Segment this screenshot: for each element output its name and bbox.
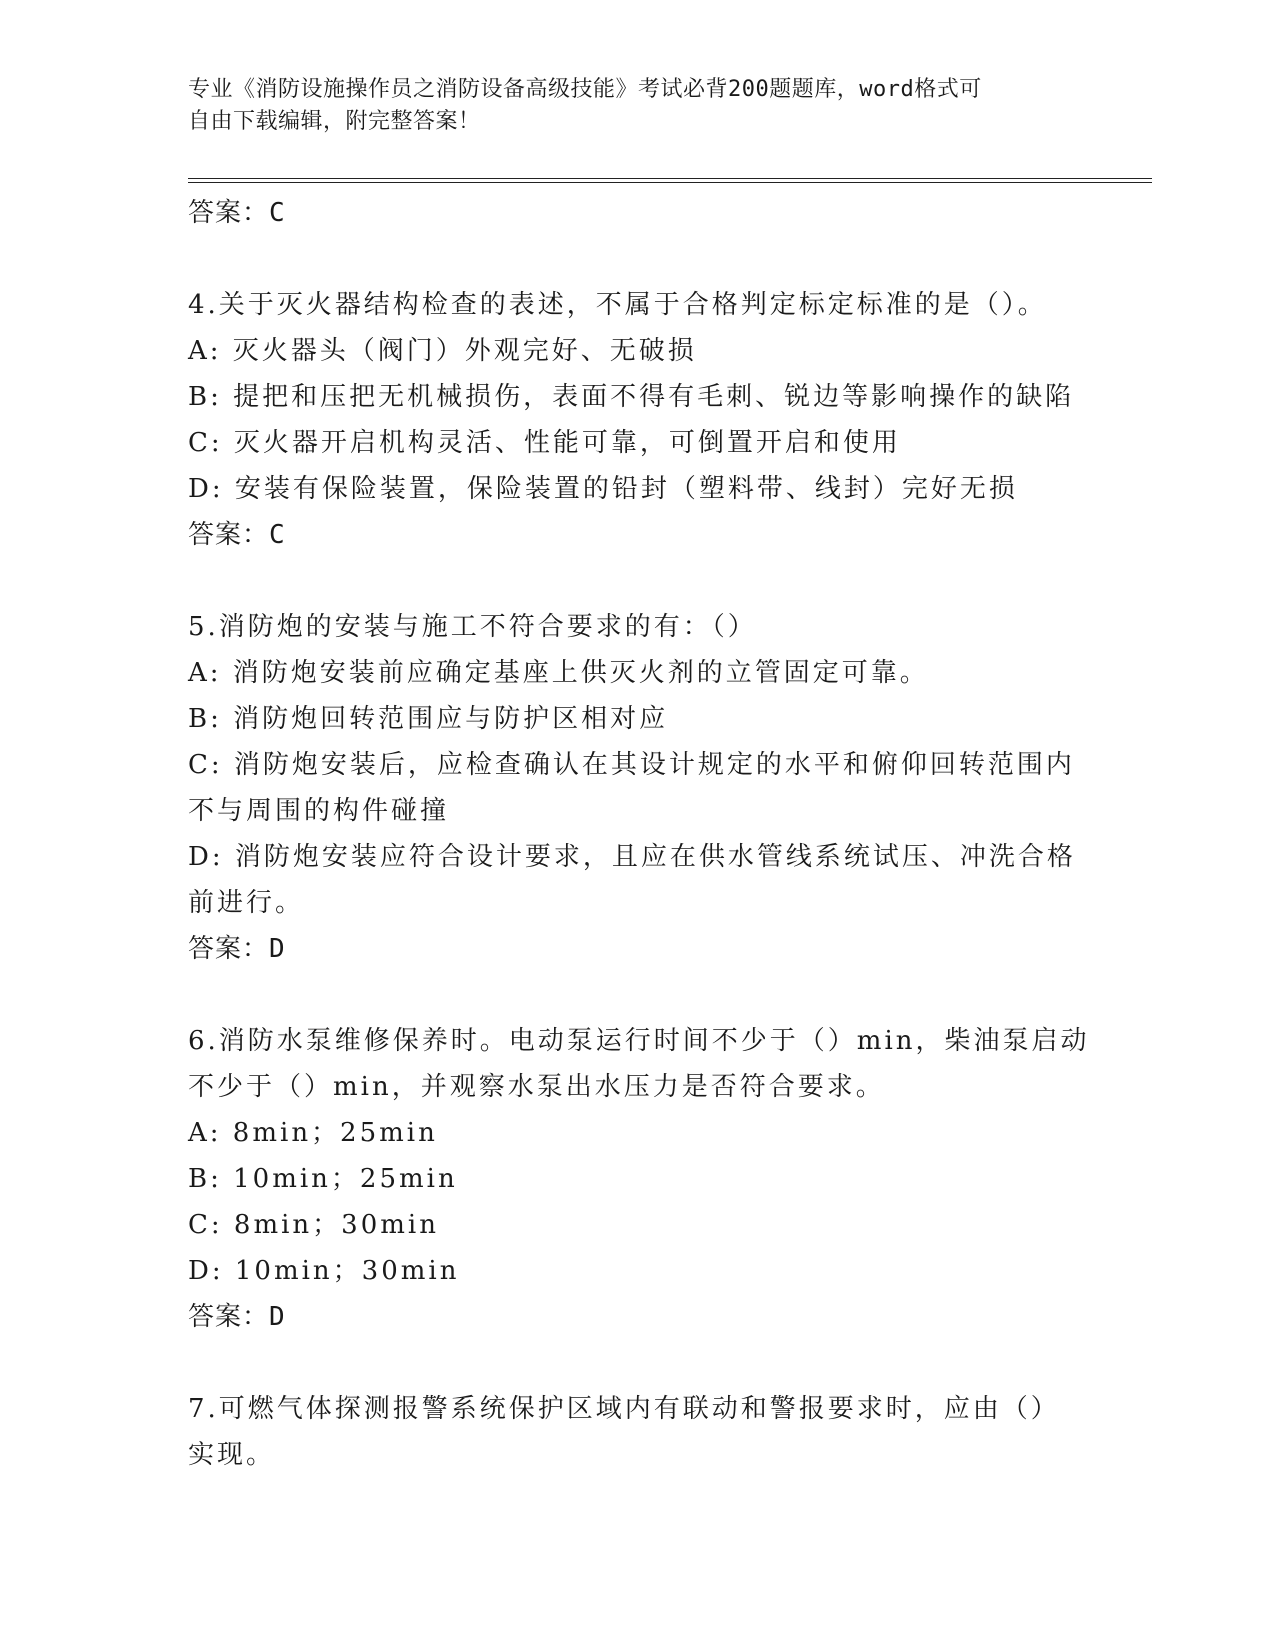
option-c: C: 消防炮安装后，应检查确认在其设计规定的水平和俯仰回转范围内 xyxy=(188,750,1075,780)
answer-previous: 答案：C xyxy=(188,198,286,228)
question-stem: 5.消防炮的安装与施工不符合要求的有：（） xyxy=(188,612,757,642)
option-c: C: 8min；30min xyxy=(188,1210,439,1240)
answer: 答案：D xyxy=(188,934,286,964)
spacer xyxy=(188,558,1108,604)
header-line-1: 专业《消防设施操作员之消防设备高级技能》考试必背200题题库，word格式可 xyxy=(188,77,982,102)
answer: 答案：C xyxy=(188,520,286,550)
option-a: A: 消防炮安装前应确定基座上供灭火剂的立管固定可靠。 xyxy=(188,658,929,688)
answer: 答案：D xyxy=(188,1302,286,1332)
option-b: B: 提把和压把无机械损伤，表面不得有毛刺、锐边等影响操作的缺陷 xyxy=(188,382,1075,412)
spacer xyxy=(188,1340,1108,1386)
question-stem: 4.关于灭火器结构检查的表述，不属于合格判定标定标准的是（）。 xyxy=(188,290,1047,320)
option-d: D: 10min；30min xyxy=(188,1256,460,1286)
question-stem-continued: 不少于（）min，并观察水泵出水压力是否符合要求。 xyxy=(188,1072,885,1102)
option-a: A: 8min；25min xyxy=(188,1118,438,1148)
header-divider xyxy=(188,178,1152,183)
spacer xyxy=(188,236,1108,282)
spacer xyxy=(188,972,1108,1018)
question-stem: 7.可燃气体探测报警系统保护区域内有联动和警报要求时，应由（） xyxy=(188,1394,1060,1424)
question-list xyxy=(188,190,1108,1478)
question-7 xyxy=(188,1386,1108,1478)
option-b: B: 消防炮回转范围应与防护区相对应 xyxy=(188,704,669,734)
option-b: B: 10min；25min xyxy=(188,1164,458,1194)
question-stem-continued: 实现。 xyxy=(188,1440,276,1470)
option-d-continued: 前进行。 xyxy=(188,888,305,918)
question-5 xyxy=(188,604,1108,972)
question-stem: 6.消防水泵维修保养时。电动泵运行时间不少于（）min，柴油泵启动 xyxy=(188,1026,1090,1056)
question-4 xyxy=(188,282,1108,558)
option-c-continued: 不与周围的构件碰撞 xyxy=(188,796,450,826)
option-d: D: 安装有保险装置，保险装置的铅封（塑料带、线封）完好无损 xyxy=(188,474,1018,504)
document-header xyxy=(188,74,1068,138)
header-line-2: 自由下载编辑，附完整答案！ xyxy=(188,109,481,134)
option-c: C: 灭火器开启机构灵活、性能可靠，可倒置开启和使用 xyxy=(188,428,901,458)
option-a: A: 灭火器头（阀门）外观完好、无破损 xyxy=(188,336,697,366)
question-6 xyxy=(188,1018,1108,1340)
option-d: D: 消防炮安装应符合设计要求，且应在供水管线系统试压、冲洗合格 xyxy=(188,842,1076,872)
